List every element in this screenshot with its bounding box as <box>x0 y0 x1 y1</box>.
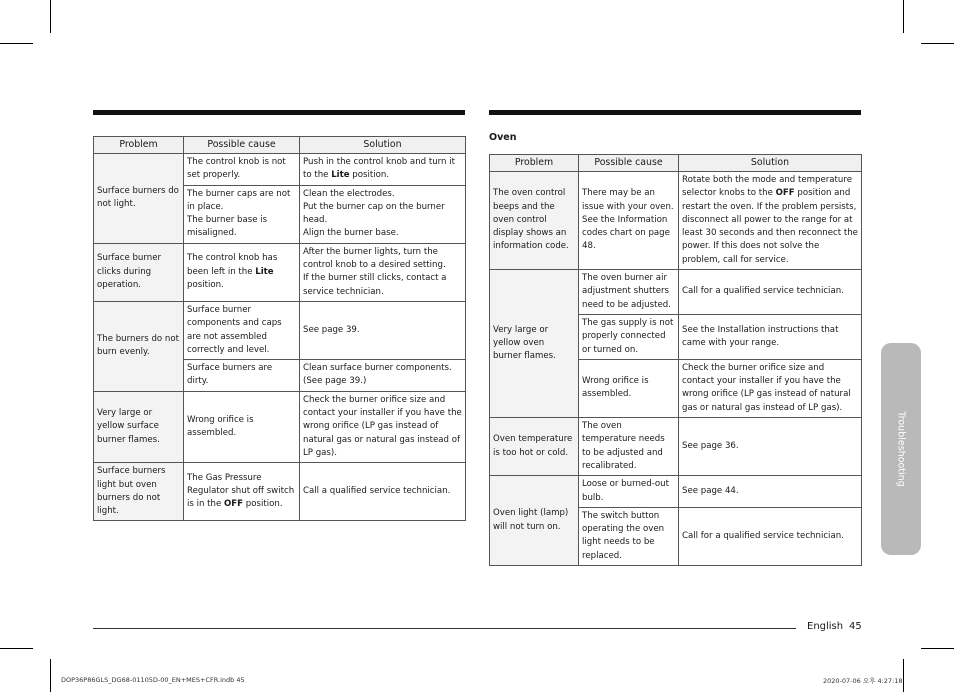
solution-cell: Check the burner orifice size and contact your installer if you have the wrong orifice (LP gas instead of natural gas or natural gas instead of LP gas). <box>300 391 466 462</box>
cause-cell: Surface burner components and caps are not assembled correctly and level. <box>184 301 300 359</box>
solution-cell: Call a qualified service technician. <box>300 463 466 521</box>
print-slug-file: DOP36P86GLS_DG68-01105D-00_EN+MES+CFR.indb 45 <box>61 676 245 684</box>
table-row <box>490 418 862 476</box>
cause-cell: The oven temperature needs to be adjusted and recalibrated. <box>579 418 679 476</box>
cause-cell: The burner caps are not in place. The burner base is misaligned. <box>184 185 300 243</box>
solution-cell: See page 44. <box>679 476 862 508</box>
cause-cell: The control knob has been left in the Lite position. <box>184 243 300 301</box>
problem-cell: The burners do not burn evenly. <box>94 301 184 391</box>
cause-cell: The control knob is not set properly. <box>184 154 300 186</box>
header-solution: Solution <box>679 155 862 172</box>
solution-cell: Push in the control knob and turn it to the Lite position. <box>300 154 466 186</box>
table-row <box>490 476 862 508</box>
table-row <box>94 391 466 462</box>
problem-cell: Surface burners light but oven burners do not light. <box>94 463 184 521</box>
problem-cell: Surface burners do not light. <box>94 154 184 244</box>
crop-mark <box>921 648 954 649</box>
crop-mark <box>0 43 33 44</box>
solution-cell: Call for a qualified service technician. <box>679 507 862 565</box>
crop-mark <box>50 659 51 692</box>
cause-cell: The gas supply is not properly connected or turned on. <box>579 314 679 359</box>
footer-rule <box>93 628 796 629</box>
crop-mark <box>903 659 904 692</box>
table-row <box>490 270 862 315</box>
header-problem: Problem <box>94 137 184 154</box>
header-solution: Solution <box>300 137 466 154</box>
table-header-row <box>94 137 466 154</box>
header-cause: Possible cause <box>184 137 300 154</box>
solution-cell: See the Installation instructions that came with your range. <box>679 314 862 359</box>
table-row <box>94 301 466 359</box>
problem-cell: Very large or yellow oven burner flames. <box>490 270 579 418</box>
solution-cell: Check the burner orifice size and contact your installer if you have the wrong orifice (LP gas instead of natural gas or natural gas instead of LP gas). <box>679 359 862 417</box>
cause-cell: Loose or burned-out bulb. <box>579 476 679 508</box>
oven-section-title: Oven <box>489 132 517 143</box>
cause-cell: The Gas Pressure Regulator shut off switch is in the OFF position. <box>184 463 300 521</box>
table-row <box>94 463 466 521</box>
solution-cell: See page 39. <box>300 301 466 359</box>
table-row <box>94 243 466 301</box>
cause-cell: Wrong orifice is assembled. <box>579 359 679 417</box>
crop-mark <box>50 0 51 33</box>
header-cause: Possible cause <box>579 155 679 172</box>
crop-mark <box>903 0 904 33</box>
crop-mark <box>921 43 954 44</box>
print-slug-date: 2020-07-06 오후 4:27:18 <box>823 677 903 685</box>
troubleshooting-side-tab <box>881 343 921 555</box>
table-row <box>94 154 466 186</box>
problem-cell: Very large or yellow surface burner flames. <box>94 391 184 462</box>
header-problem: Problem <box>490 155 579 172</box>
problem-cell: Oven light (lamp) will not turn on. <box>490 476 579 566</box>
cause-cell: Wrong orifice is assembled. <box>184 391 300 462</box>
footer-language: English <box>807 621 844 632</box>
cause-cell: Surface burners are dirty. <box>184 360 300 392</box>
problem-cell: Oven temperature is too hot or cold. <box>490 418 579 476</box>
problem-cell: Surface burner clicks during operation. <box>94 243 184 301</box>
table-row <box>490 172 862 270</box>
solution-cell: Clean surface burner components. (See page 39.) <box>300 360 466 392</box>
surface-burner-table <box>93 136 466 521</box>
solution-cell: Call for a qualified service technician. <box>679 270 862 315</box>
section-rule-right <box>489 110 861 115</box>
solution-cell: After the burner lights, turn the control knob to a desired setting. If the burner still clicks, contact a service technician. <box>300 243 466 301</box>
table-header-row <box>490 155 862 172</box>
side-tab-label: Troubleshooting <box>895 411 907 487</box>
cause-cell: The oven burner air adjustment shutters need to be adjusted. <box>579 270 679 315</box>
cause-cell: There may be an issue with your oven. See the Information codes chart on page 48. <box>579 172 679 270</box>
solution-cell: Rotate both the mode and temperature selector knobs to the OFF position and restart the oven. If the problem persists, disconnect all power to the range for at least 30 seconds and then reconnect the power. If this does not solve the problem, call for service. <box>679 172 862 270</box>
page-number: 45 <box>849 621 862 632</box>
solution-cell: Clean the electrodes. Put the burner cap on the burner head. Align the burner base. <box>300 185 466 243</box>
section-rule-left <box>93 110 465 115</box>
crop-mark <box>0 648 33 649</box>
oven-table <box>489 154 862 566</box>
solution-cell: See page 36. <box>679 418 862 476</box>
cause-cell: The switch button operating the oven light needs to be replaced. <box>579 507 679 565</box>
problem-cell: The oven control beeps and the oven control display shows an information code. <box>490 172 579 270</box>
